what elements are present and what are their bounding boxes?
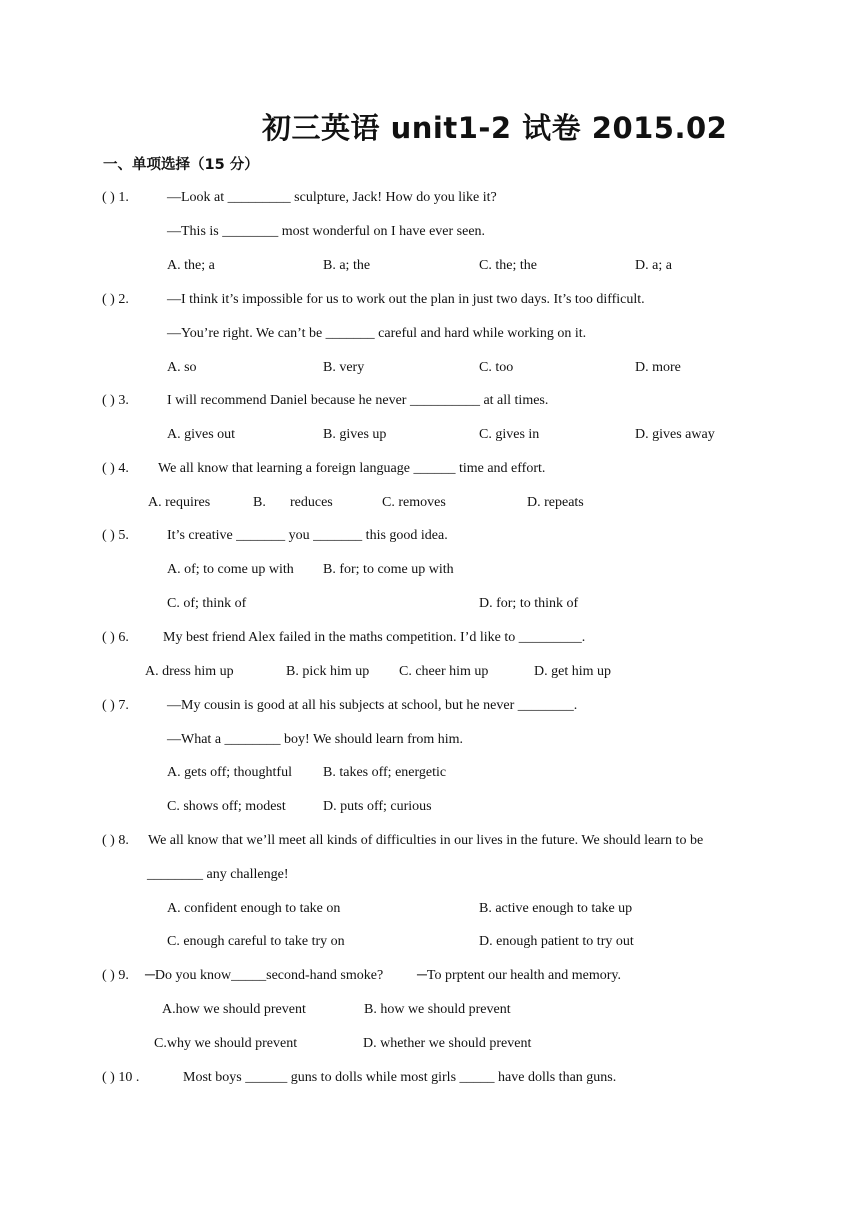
option-c: C. enough careful to take try on xyxy=(167,934,345,949)
question-number: ( ) 2. xyxy=(102,292,129,307)
question-stem: I will recommend Daniel because he never __________ at all times. xyxy=(167,393,549,408)
option-b-text: reduces xyxy=(290,495,333,510)
option-a: A. of; to come up with xyxy=(167,562,294,577)
section-heading: 一、单项选择（15 分） xyxy=(103,157,259,173)
document-title: 初三英语 unit1-2 试卷 2015.02 xyxy=(262,111,728,145)
question-stem: My best friend Alex failed in the maths competition. I’d like to _________. xyxy=(163,630,586,645)
option-b: B. very xyxy=(323,360,365,375)
option-d: D. whether we should prevent xyxy=(363,1036,532,1051)
option-d: D. puts off; curious xyxy=(323,799,432,814)
question-stem: Most boys ______ guns to dolls while most girls _____ have dolls than guns. xyxy=(183,1070,617,1085)
option-a: A. gets off; thoughtful xyxy=(167,765,292,780)
question-number: ( ) 9. xyxy=(102,968,129,983)
option-a: A. requires xyxy=(148,495,211,510)
question-stem: —You’re right. We can’t be _______ careful and hard while working on it. xyxy=(167,326,587,341)
question-stem: It’s creative _______ you _______ this good idea. xyxy=(167,528,448,543)
option-a: A. gives out xyxy=(167,427,236,442)
question-stem: ________ any challenge! xyxy=(147,867,289,882)
option-b: B. how we should prevent xyxy=(364,1002,511,1017)
question-stem: ─Do you know_____second-hand smoke? xyxy=(145,968,384,983)
question-number: ( ) 5. xyxy=(102,528,129,543)
question-stem: —Look at _________ sculpture, Jack! How do you like it? xyxy=(167,190,497,205)
option-d: D. for; to think of xyxy=(479,596,579,611)
option-b: B. gives up xyxy=(323,427,387,442)
option-c: C. cheer him up xyxy=(399,664,489,679)
question-stem: —What a ________ boy! We should learn from him. xyxy=(167,732,464,747)
question-number: ( ) 7. xyxy=(102,698,129,713)
question-stem: —I think it’s impossible for us to work out the plan in just two days. It’s too difficult. xyxy=(167,292,645,307)
question-number: ( ) 6. xyxy=(102,630,129,645)
option-c: C. the; the xyxy=(479,258,537,273)
question-stem: —My cousin is good at all his subjects at school, but he never ________. xyxy=(167,698,578,713)
question-number: ( ) 10 . xyxy=(102,1070,140,1085)
option-d: D. gives away xyxy=(635,427,715,442)
question-number: ( ) 4. xyxy=(102,461,129,476)
option-d: D. more xyxy=(635,360,681,375)
option-b: B. takes off; energetic xyxy=(323,765,447,780)
option-c: C. too xyxy=(479,360,514,375)
option-a: A.how we should prevent xyxy=(162,1002,306,1017)
question-number: ( ) 8. xyxy=(102,833,129,848)
question-stem: —This is ________ most wonderful on I have ever seen. xyxy=(167,224,486,239)
question-answer-line: ─To prptent our health and memory. xyxy=(417,968,621,983)
option-c: C. gives in xyxy=(479,427,540,442)
question-number: ( ) 1. xyxy=(102,190,129,205)
option-b: B. active enough to take up xyxy=(479,901,633,916)
option-a: A. dress him up xyxy=(145,664,234,679)
option-b: B. pick him up xyxy=(286,664,370,679)
option-d: D. a; a xyxy=(635,258,672,273)
option-b: B. a; the xyxy=(323,258,371,273)
option-b-letter: B. xyxy=(253,495,266,510)
option-a: A. confident enough to take on xyxy=(167,901,341,916)
option-c: C.why we should prevent xyxy=(154,1036,298,1051)
option-b: B. for; to come up with xyxy=(323,562,454,577)
question-stem: We all know that we’ll meet all kinds of difficulties in our lives in the future. We should learn to be xyxy=(148,833,704,848)
option-c: C. of; think of xyxy=(167,596,247,611)
option-d: D. get him up xyxy=(534,664,611,679)
option-d: D. enough patient to try out xyxy=(479,934,634,949)
option-c: C. shows off; modest xyxy=(167,799,286,814)
option-a: A. so xyxy=(167,360,197,375)
option-c: C. removes xyxy=(382,495,446,510)
option-d: D. repeats xyxy=(527,495,584,510)
option-a: A. the; a xyxy=(167,258,215,273)
question-stem: We all know that learning a foreign language ______ time and effort. xyxy=(158,461,546,476)
question-number: ( ) 3. xyxy=(102,393,129,408)
